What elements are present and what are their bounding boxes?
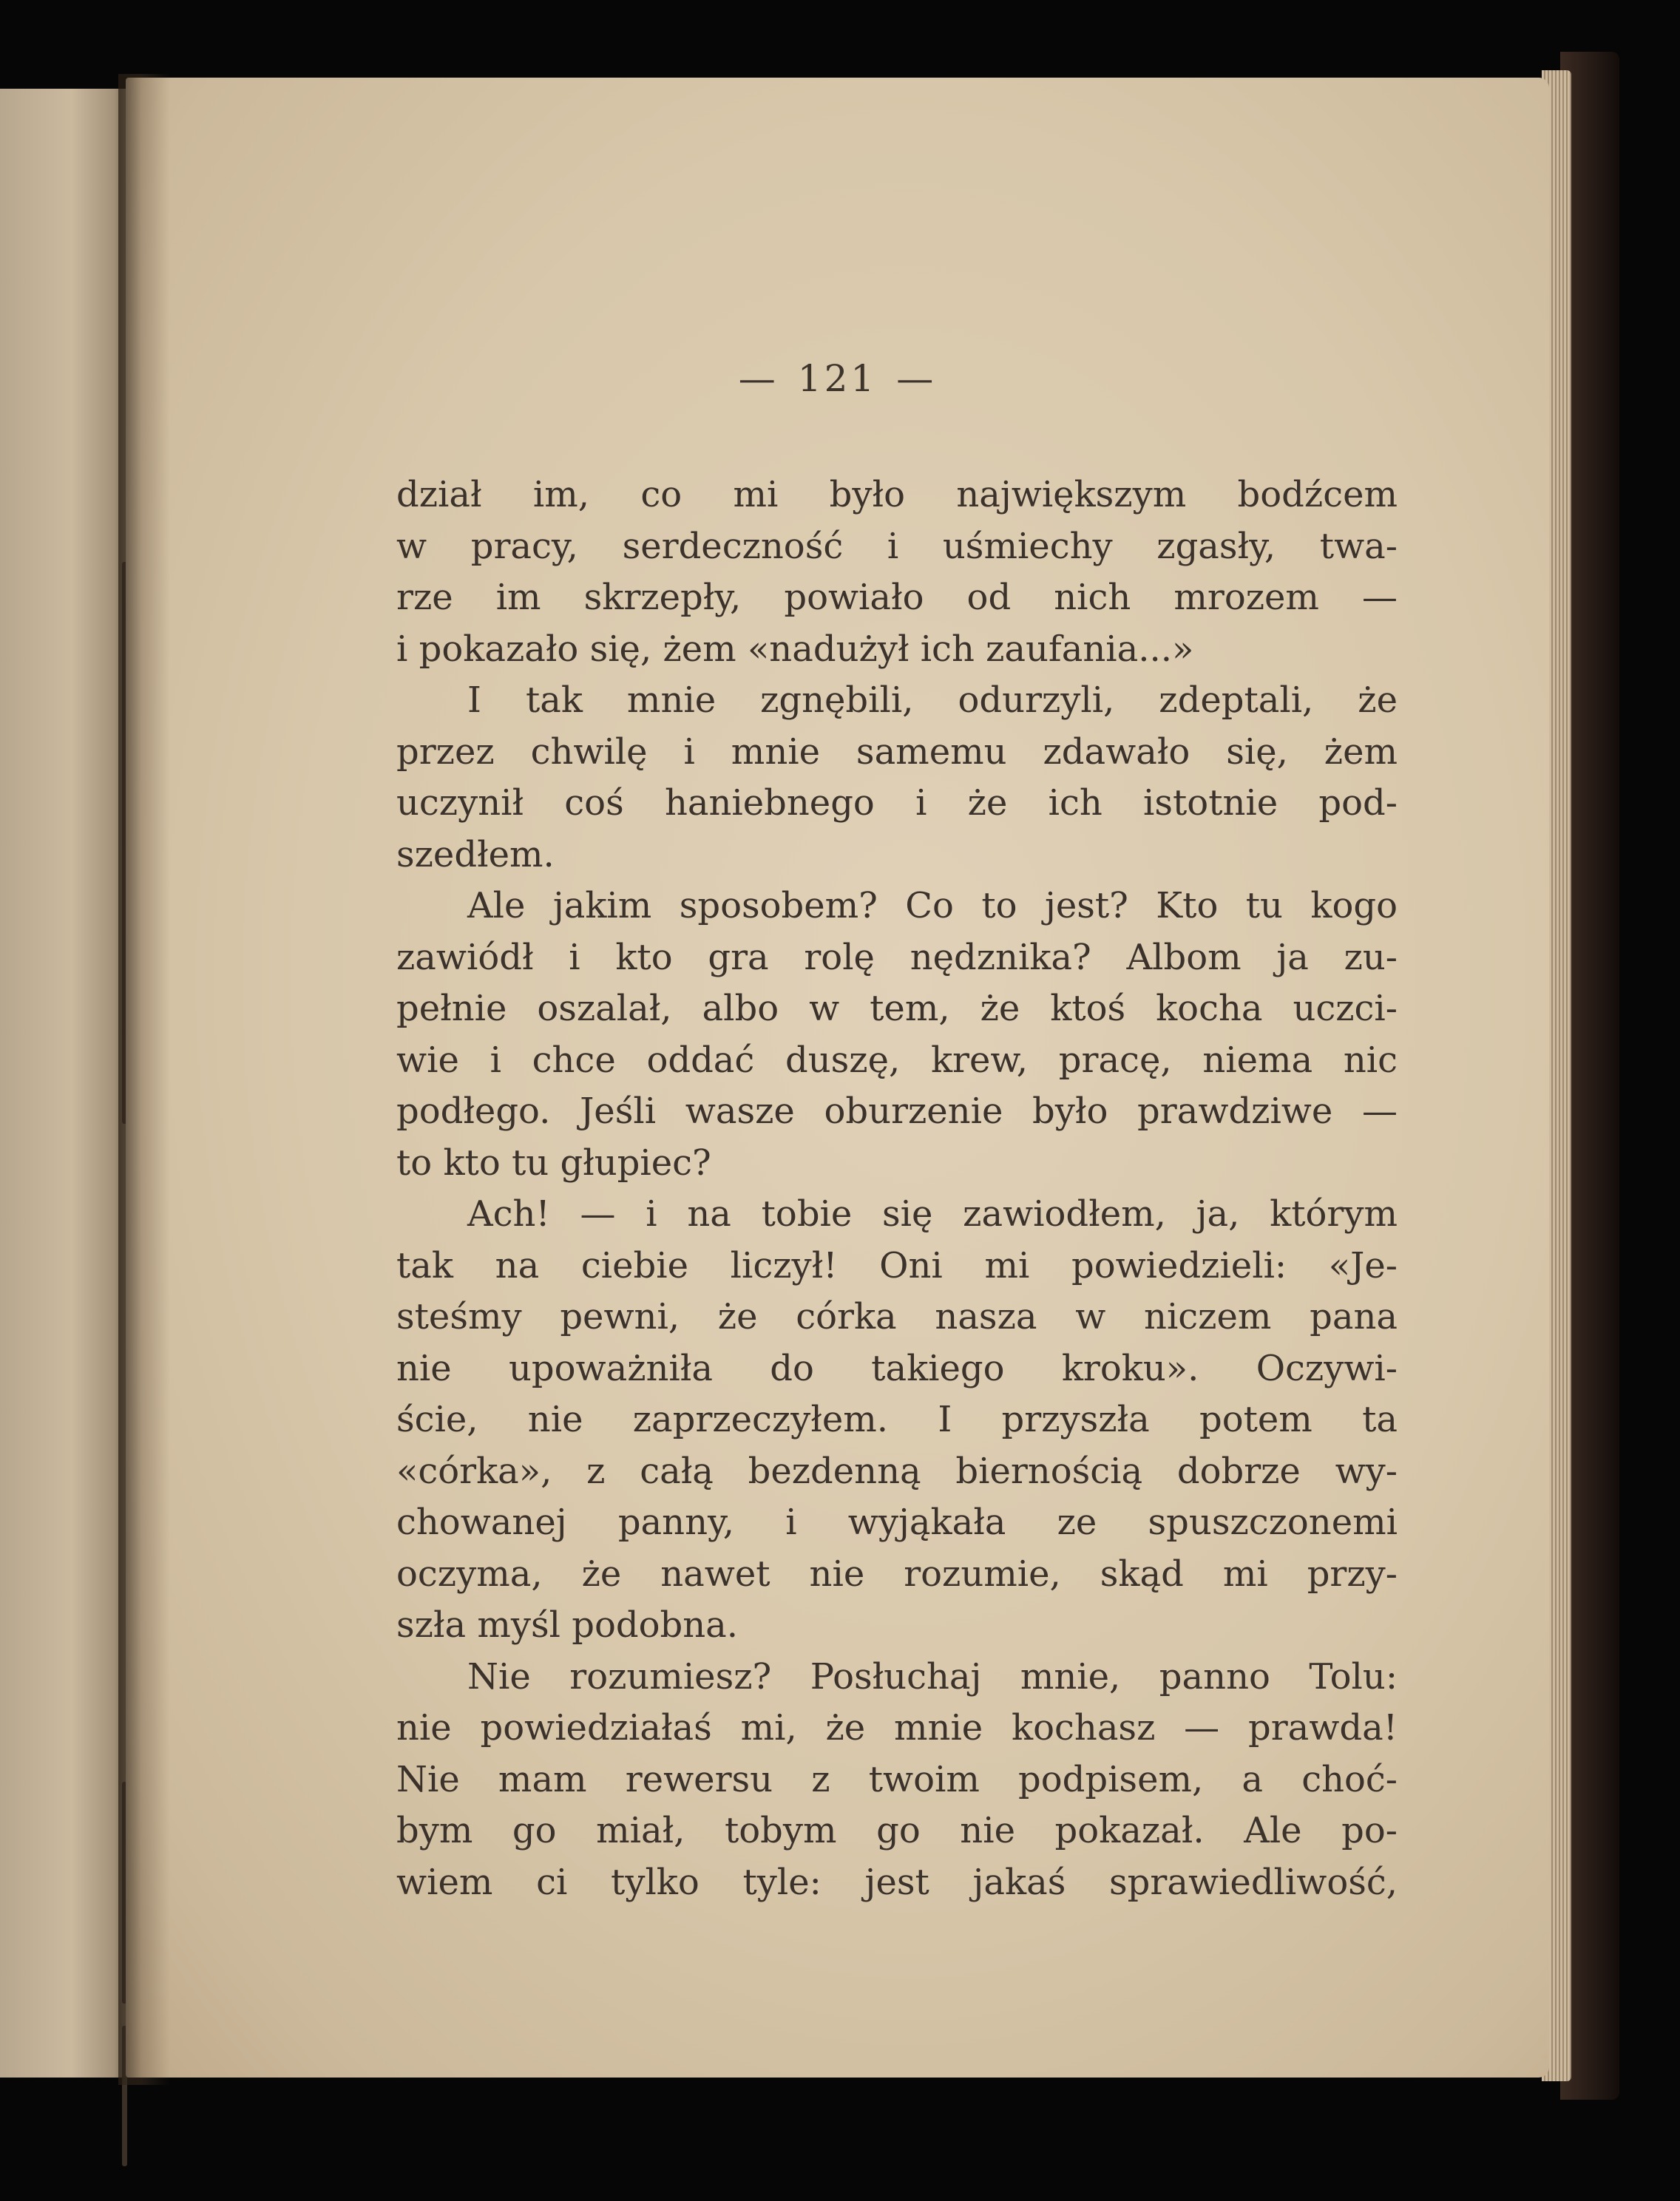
text-line: rze im skrzepły, powiało od nich mrozem — [396,577,1398,618]
text-line: wie i chce oddać duszę, krew, pracę, niema nic [396,1039,1398,1081]
text-line: zawiódł i kto gra rolę nędznika? Albom ja zu- [396,936,1398,978]
page-number [126,357,1549,400]
text-line: Ale jakim sposobem? Co to jest? Kto tu kogo [467,885,1398,926]
text-line: przez chwilę i mnie samemu zdawało się, żem [396,730,1398,773]
text-line: Nie rozumiesz? Posłuchaj mnie, panno Tolu: [467,1655,1398,1698]
text-line: ście, nie zaprzeczyłem. I przyszła potem ta [396,1399,1398,1440]
folio-dash-right: — [896,357,937,400]
text-line: uczynił coś haniebnego i że ich istotnie pod- [396,782,1398,824]
text-line: bym go miał, tobym go nie pokazał. Ale po- [396,1810,1398,1851]
text-line: Ach! — i na tobie się zawiodłem, ja, którym [467,1193,1398,1235]
text-line: dział im, co mi było największym bodźcem [396,474,1398,515]
text-line: tak na ciebie liczył! Oni mi powiedzieli: «Je- [396,1244,1398,1286]
text-line: szedłem. [396,833,555,875]
right-page [126,78,1549,2078]
page-number-value: 121 [797,357,878,400]
text-line: «córka», z całą bezdenną biernością dobrze wy- [396,1450,1398,1492]
text-line: w pracy, serdeczność i uśmiechy zgasły, twa- [396,525,1398,567]
text-line: podłego. Jeśli wasze oburzenie było prawdziwe — [396,1091,1398,1132]
text-line: szła myśl podobna. [396,1604,738,1646]
text-line: oczyma, że nawet nie rozumie, skąd mi przy- [396,1553,1398,1595]
text-line: i pokazało się, żem «nadużył ich zaufania...» [396,628,1194,670]
text-line: to kto tu głupiec? [396,1142,711,1184]
left-facing-page [0,89,129,2078]
text-line: nie powiedziałaś mi, że mnie kochasz — prawda! [396,1707,1398,1749]
text-line: wiem ci tylko tyle: jest jakaś sprawiedliwość, [396,1861,1398,1903]
text-line: steśmy pewni, że córka nasza w niczem pana [396,1296,1398,1337]
text-line: I tak mnie zgnębili, odurzyli, zdeptali, że [467,679,1398,721]
folio-dash-left: — [738,357,779,400]
text-line: pełnie oszalał, albo w tem, że ktoś kocha uczci- [396,988,1398,1029]
text-line: Nie mam rewersu z twoim podpisem, a choć- [396,1758,1398,1800]
text-line: chowanej panny, i wyjąkała ze spuszczonemi [396,1502,1398,1543]
body-text [396,469,1398,1908]
text-line: nie upoważniła do takiego kroku». Oczywi- [396,1347,1398,1389]
